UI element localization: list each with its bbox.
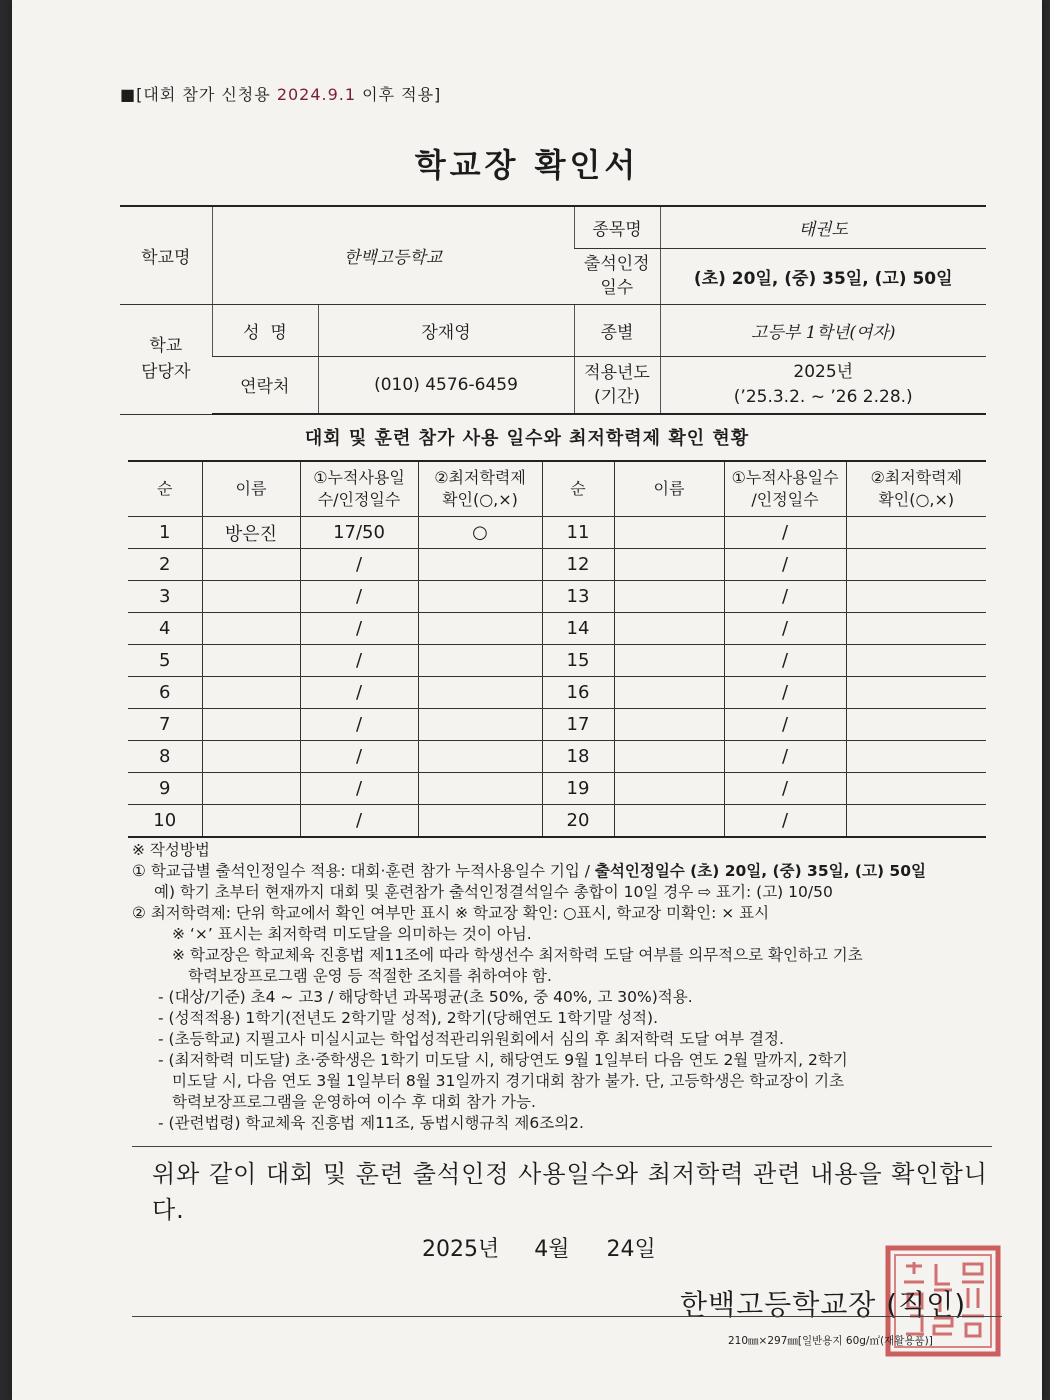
header-min-grade: ②최저학력제 확인(○,×) [418, 461, 542, 517]
row-number: 13 [542, 581, 614, 613]
school-value: 한백고등학교 [212, 206, 574, 304]
closing-statement: 위와 같이 대회 및 훈련 출석인정 사용일수와 최저학력 관련 내용을 확인합니다. [152, 1160, 988, 1224]
min-grade-check [418, 773, 542, 805]
min-grade-check [846, 677, 986, 709]
min-grade-check [846, 613, 986, 645]
min-grade-check [846, 741, 986, 773]
sport-value: 태권도 [660, 206, 986, 248]
row-number: 9 [128, 773, 202, 805]
row-number: 6 [128, 677, 202, 709]
days-used: / [724, 677, 846, 709]
row-number: 17 [542, 709, 614, 741]
row-number: 2 [128, 549, 202, 581]
note-2-sub-2-cont: 학력보장프로그램 운영 등 적절한 조치를 취하여야 함. [188, 967, 552, 985]
min-grade-check [418, 741, 542, 773]
days-used: / [724, 549, 846, 581]
note-1 [132, 861, 992, 882]
days-used: / [300, 645, 418, 677]
athlete-name [614, 773, 724, 805]
detail-grades: - (성적적용) 1학기(전년도 2학기말 성적), 2학기(당해연도 1학기말 성적). [158, 1009, 658, 1027]
athlete-name [614, 709, 724, 741]
athlete-name [614, 613, 724, 645]
table-row [128, 677, 986, 709]
min-grade-check [418, 549, 542, 581]
days-used: 17/50 [300, 517, 418, 549]
note-2-sub-2: ※ 학교장은 학교체육 진흥법 제11조에 따라 학생선수 최저학력 도달 여부를 의무적으로 확인하고 기초 [172, 946, 863, 964]
days-used: / [724, 613, 846, 645]
table-row [128, 645, 986, 677]
days-used: / [300, 741, 418, 773]
division-value: 고등부 1학년(여자) [660, 304, 986, 356]
detail-not-met-cont: 미도달 시, 다음 연도 3월 1일부터 8월 31일까지 경기대회 참가 불가. 단, 고등학생은 학교장이 기초 [172, 1072, 845, 1090]
min-grade-check [418, 581, 542, 613]
row-number: 19 [542, 773, 614, 805]
table-row [128, 805, 986, 838]
document-title: 학교장 확인서 [414, 146, 640, 184]
detail-not-met: - (최저학력 미도달) 초·중학생은 1학기 미도달 시, 해당연도 9월 1일부터 다음 연도 2월 말까지, 2학기 [158, 1051, 848, 1069]
row-number: 5 [128, 645, 202, 677]
row-number: 16 [542, 677, 614, 709]
header-name: 이름 [614, 461, 724, 517]
min-grade-check [418, 677, 542, 709]
notes-heading: ※ 작성방법 [132, 841, 210, 859]
athlete-name: 방은진 [202, 517, 300, 549]
row-number: 12 [542, 549, 614, 581]
contact-label: 연락처 [212, 356, 318, 414]
athlete-name [614, 581, 724, 613]
status-table [128, 460, 986, 838]
header-note [120, 82, 441, 105]
min-grade-check [418, 805, 542, 838]
min-grade-check [418, 645, 542, 677]
issue-date [422, 1232, 656, 1263]
status-body [128, 517, 986, 838]
min-grade-check [846, 709, 986, 741]
row-number: 3 [128, 581, 202, 613]
min-grade-check [846, 805, 986, 838]
date-day: 24일 [606, 1237, 656, 1262]
note-2: ② 최저학력제: 단위 학교에서 확인 여부만 표시 ※ 학교장 확인: ○표시, 학교장 미확인: × 표시 [132, 904, 770, 922]
detail-law: - (관련법령) 학교체육 진흥법 제11조, 동법시행규칙 제6조의2. [158, 1114, 584, 1132]
note-1-bold: 출석인정일수 (초) 20일, (중) 35일, (고) 50일 [594, 862, 926, 880]
manager-label: 학교 담당자 [120, 304, 212, 414]
year-label: 적용년도 (기간) [574, 356, 660, 414]
division-label: 종별 [574, 304, 660, 356]
days-used: / [300, 613, 418, 645]
table-row [128, 517, 986, 549]
year-value: 2025년 [793, 361, 854, 382]
row-number: 10 [128, 805, 202, 838]
school-label: 학교명 [120, 206, 212, 304]
athlete-name [202, 549, 300, 581]
min-grade-check [418, 613, 542, 645]
athlete-name [202, 645, 300, 677]
header-min-grade: ②최저학력제 확인(○,×) [846, 461, 986, 517]
days-used: / [300, 549, 418, 581]
days-used: / [300, 773, 418, 805]
note-1-example: 예) 학기 초부터 현재까지 대회 및 훈련참가 출석인정결석일수 총합이 10일 경우 ⇨ 표기: (고) 10/50 [154, 883, 833, 901]
detail-elementary: - (초등학교) 지필고사 미실시교는 학업성적관리위원회에서 심의 후 최저학력 도달 여부 결정. [158, 1030, 784, 1048]
min-grade-check [846, 549, 986, 581]
days-used: / [724, 645, 846, 677]
min-grade-check [846, 773, 986, 805]
table-row [128, 741, 986, 773]
row-number: 14 [542, 613, 614, 645]
sport-label: 종목명 [574, 206, 660, 248]
divider [132, 1146, 992, 1147]
paper-spec: 210㎜×297㎜[일반용지 60g/㎡(재활용품)] [728, 1335, 933, 1347]
athlete-name [202, 613, 300, 645]
date-month: 4월 [534, 1237, 570, 1262]
header-days: ①누적사용일수 /인정일수 [724, 461, 846, 517]
row-number: 4 [128, 613, 202, 645]
header-note-date: 2024.9.1 [276, 85, 357, 104]
header-name: 이름 [202, 461, 300, 517]
days-used: / [724, 805, 846, 838]
table-row [128, 613, 986, 645]
note-1-text: ① 학교급별 출석인정일수 적용: 대회·훈련 참가 누적사용일수 기입 / [132, 862, 595, 880]
divider [132, 1316, 1002, 1317]
days-used: / [724, 773, 846, 805]
period-value: (’25.3.2. ~ ’26 2.28.) [733, 386, 913, 407]
row-number: 1 [128, 517, 202, 549]
row-number: 15 [542, 645, 614, 677]
athlete-name [614, 645, 724, 677]
athlete-name [202, 709, 300, 741]
min-grade-check [846, 645, 986, 677]
table-row [128, 709, 986, 741]
min-grade-check [846, 517, 986, 549]
days-used: / [300, 805, 418, 838]
row-number: 20 [542, 805, 614, 838]
table-row [128, 549, 986, 581]
row-number: 18 [542, 741, 614, 773]
athlete-name [202, 677, 300, 709]
status-title: 대회 및 훈련 참가 사용 일수와 최저학력제 확인 현황 [304, 428, 750, 449]
athlete-name [202, 805, 300, 838]
row-number: 8 [128, 741, 202, 773]
name-label: 성 명 [212, 304, 318, 356]
detail-target: - (대상/기준) 초4 ~ 고3 / 해당학년 과목평균(초 50%, 중 40%, 고 30%)적용. [158, 988, 693, 1006]
contact-value: (010) 4576-6459 [318, 356, 574, 414]
header-note-suffix: 이후 적용] [356, 85, 442, 104]
detail-not-met-cont: 학력보장프로그램을 운영하여 이수 후 대회 참가 가능. [172, 1093, 536, 1111]
athlete-name [614, 549, 724, 581]
info-table [120, 205, 986, 415]
athlete-name [614, 805, 724, 838]
table-row [128, 773, 986, 805]
table-row [128, 581, 986, 613]
date-year: 2025년 [422, 1237, 500, 1262]
days-used: / [724, 709, 846, 741]
min-grade-check: ○ [418, 517, 542, 549]
days-used: / [300, 709, 418, 741]
days-used: / [300, 581, 418, 613]
header-order: 순 [128, 461, 202, 517]
principal-signature: 한백고등학교장 (직인) [680, 1288, 967, 1321]
athlete-name [614, 677, 724, 709]
note-2-sub-1: ※ ‘×’ 표시는 최저학력 미도달을 의미하는 것이 아님. [172, 925, 532, 943]
writing-instructions [132, 840, 992, 1134]
days-used: / [724, 517, 846, 549]
row-number: 11 [542, 517, 614, 549]
athlete-name [614, 741, 724, 773]
athlete-name [202, 581, 300, 613]
min-grade-check [418, 709, 542, 741]
days-used: / [724, 581, 846, 613]
attendance-value: (초) 20일, (중) 35일, (고) 50일 [660, 248, 986, 304]
document-page [12, 0, 1042, 1400]
header-note-prefix: ■[대회 참가 신청용 [120, 85, 277, 104]
min-grade-check [846, 581, 986, 613]
header-days: ①누적사용일 수/인정일수 [300, 461, 418, 517]
header-order: 순 [542, 461, 614, 517]
row-number: 7 [128, 709, 202, 741]
attendance-label: 출석인정 일수 [574, 248, 660, 304]
athlete-name [202, 773, 300, 805]
days-used: / [300, 677, 418, 709]
athlete-name [614, 517, 724, 549]
days-used: / [724, 741, 846, 773]
name-value: 장재영 [318, 304, 574, 356]
year-cell [660, 356, 986, 414]
athlete-name [202, 741, 300, 773]
